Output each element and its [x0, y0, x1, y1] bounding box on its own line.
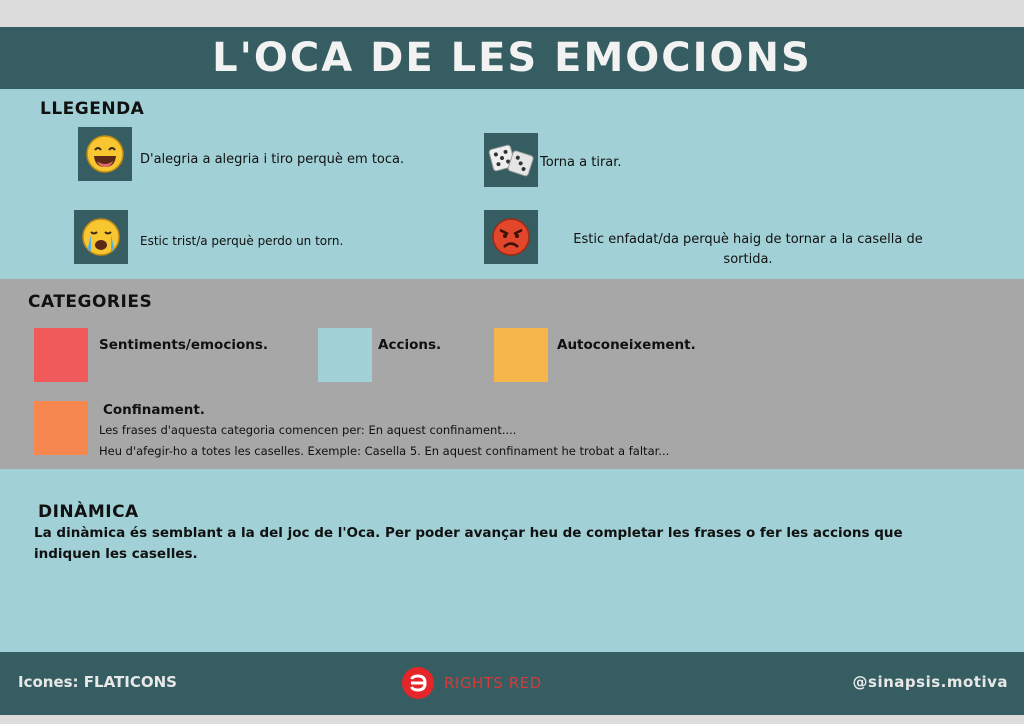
- footer-credits: Icones: FLATICONS: [18, 673, 177, 691]
- swatch-autoconeixement: [494, 328, 548, 382]
- title-bar: [0, 27, 1024, 89]
- dynamics-text-line2: indiquen les caselles.: [34, 546, 198, 562]
- swatch-confinament: [34, 401, 88, 455]
- laughing-face-icon: [85, 134, 125, 174]
- dynamics-heading: DINÀMICA: [38, 502, 139, 522]
- dynamics-text-line1: La dinàmica és semblant a la del joc de l'Oca. Per poder avançar heu de completar les frases o fer les accions que: [34, 525, 903, 541]
- legend-section: [0, 89, 1024, 279]
- dynamics-section: [0, 469, 1024, 652]
- logo-mark-icon: [400, 665, 436, 701]
- crying-face-icon: [81, 217, 121, 257]
- legend-icon-box: [484, 210, 538, 264]
- swatch-accions: [318, 328, 372, 382]
- category-label-sentiments: Sentiments/emocions.: [99, 337, 269, 353]
- top-strip: [0, 0, 1024, 27]
- legend-heading: LLEGENDA: [40, 99, 145, 119]
- category-label-confinament: Confinament.: [103, 402, 205, 418]
- legend-text-sad: Estic trist/a perquè perdo un torn.: [140, 234, 344, 248]
- legend-text-joy: D'alegria a alegria i tiro perquè em toca.: [140, 152, 405, 167]
- bottom-strip: [0, 715, 1024, 724]
- category-label-autoconeixement: Autoconeixement.: [557, 337, 696, 353]
- footer: [0, 652, 1024, 715]
- category-label-accions: Accions.: [378, 337, 442, 353]
- dice-icon: [488, 140, 534, 180]
- angry-face-icon: [491, 217, 531, 257]
- categories-heading: CATEGORIES: [28, 292, 153, 312]
- confinament-note-line1: Les frases d'aquesta categoria comencen per: En aquest confinament....: [99, 423, 517, 437]
- swatch-sentiments: [34, 328, 88, 382]
- legend-text-dice: Torna a tirar.: [540, 155, 622, 170]
- legend-icon-box: [484, 133, 538, 187]
- page-title: L'OCA DE LES EMOCIONS: [212, 35, 812, 81]
- confinament-note-line2: Heu d'afegir-ho a totes les caselles. Exemple: Casella 5. En aquest confinament he trobat a faltar...: [99, 444, 670, 458]
- legend-icon-box: [74, 210, 128, 264]
- footer-logo-text: RIGHTS RED: [444, 674, 542, 692]
- footer-handle: @sinapsis.motiva: [852, 673, 1008, 691]
- categories-section: [0, 279, 1024, 469]
- legend-text-angry: Estic enfadat/da perquè haig de tornar a la casella de sortida.: [573, 232, 923, 267]
- legend-icon-box: [78, 127, 132, 181]
- footer-logo: [400, 665, 542, 701]
